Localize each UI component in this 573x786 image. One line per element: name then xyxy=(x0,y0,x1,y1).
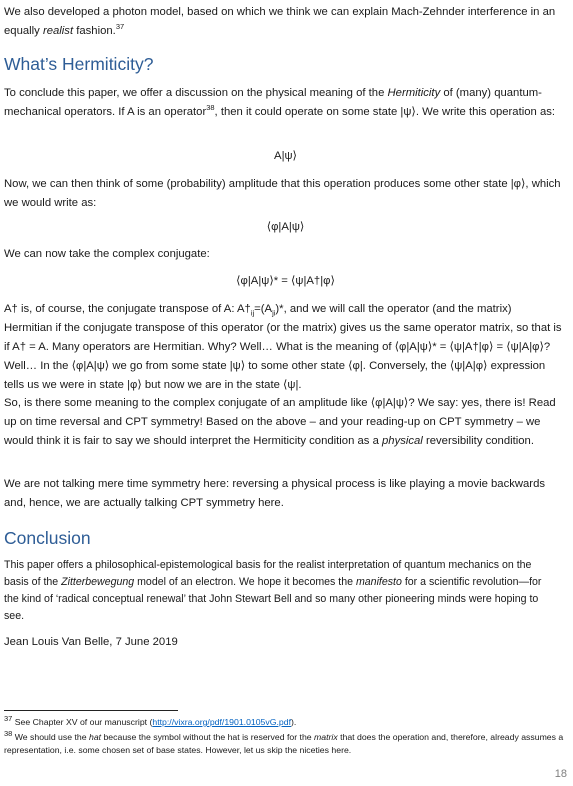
text-run: of (many) quantum-mechanical operators. If A is an operator xyxy=(4,87,542,118)
footnote-separator xyxy=(4,710,178,711)
text-run: =(A xyxy=(254,303,273,315)
text-run: )*, and we will call the operator (and the matrix) Hermitian if the conjugate transpose of this operator (or the matrix) gives us the same operator matrix, so that is if A† = A. Many operators are Hermitian. Why? Well… What is the meaning of ⟨φ|A|ψ⟩* = ⟨ψ|A†|φ⟩ = ⟨ψ|A|φ⟩? Well… In the ⟨φ|A|ψ⟩ we go from some state |ψ⟩ to some other state ⟨φ|. Conversely, the ⟨ψ|A|φ⟩ expression tells us we were in state |φ⟩ but now we are in the state ⟨ψ|. xyxy=(4,303,562,391)
page-number: 18 xyxy=(554,768,567,780)
hermiticity-paragraph-6: We are not talking mere time symmetry here: reversing a physical process is like playing a movie backwards and, hence, we are actually talking CPT symmetry here. xyxy=(4,478,545,509)
text-run: We should use the xyxy=(12,732,89,742)
section-heading-conclusion: Conclusion xyxy=(4,528,91,548)
text-run: So, is there some meaning to the complex conjugate of an amplitude like ⟨φ|A|ψ⟩? We say: yes, there is! Read up on time reversal and CPT symmetry! Based on the above – and your reading-up on CPT symmetry – we would think it is fair to say we should interpret the Hermiticity condition as a xyxy=(4,397,556,447)
subscript: ji xyxy=(272,308,276,318)
text-run: reversibility condition. xyxy=(422,435,534,447)
section-heading-hermiticity: What’s Hermiticity? xyxy=(4,54,154,74)
intro-text-end: fashion. xyxy=(73,25,116,37)
text-run: This paper offers a philosophical-epistemological basis for the realist interpretation of quantum mechanics on the basis of the xyxy=(4,559,532,588)
manifesto-emphasis: manifesto xyxy=(355,576,402,588)
text-run: See Chapter XV of our manuscript ( xyxy=(12,717,153,727)
text-run: A† is, of course, the conjugate transpose of A: A† xyxy=(4,303,251,315)
matrix-emphasis: matrix xyxy=(314,732,338,742)
intro-realist-emphasis: realist xyxy=(42,25,74,37)
footnote-ref-37[interactable]: 37 xyxy=(115,22,125,32)
physical-emphasis: physical xyxy=(382,435,423,447)
manuscript-link[interactable]: http://vixra.org/pdf/1901.0105vG.pdf xyxy=(152,717,291,727)
footnote-ref-38[interactable]: 38 xyxy=(206,103,215,113)
hermiticity-paragraph-4 xyxy=(4,300,562,395)
zitterbewegung-emphasis: Zitterbewegung xyxy=(61,576,135,588)
text-run: model of an electron. We hope it becomes the xyxy=(134,576,356,588)
author-signature: Jean Louis Van Belle, 7 June 2019 xyxy=(4,636,178,648)
footnote-number: 38 xyxy=(4,729,13,739)
text-run: because the symbol without the hat is reserved for the xyxy=(101,732,315,742)
text-run: To conclude this paper, we offer a discussion on the physical meaning of the xyxy=(4,87,388,99)
hermiticity-paragraph-3: We can now take the complex conjugate: xyxy=(4,248,210,260)
intro-paragraph xyxy=(4,3,559,41)
text-run: for a scientific revolution—for the kind of ‘radical conceptual renewal’ that John Stewart Bell and so many other pioneering minds were hoping to see. xyxy=(4,576,542,622)
hermiticity-paragraph-5 xyxy=(4,394,562,451)
text-run: , then it could operate on some state |ψ⟩. We write this operation as: xyxy=(214,106,556,118)
text-run: that does the operation and, therefore, already assumes a representation, i.e. some chosen set of base states. However, let us skip the niceties here. xyxy=(4,732,564,755)
footnote-37 xyxy=(4,716,564,729)
equation-amplitude: ⟨φ|A|ψ⟩ xyxy=(266,221,305,233)
conclusion-paragraph xyxy=(4,557,549,625)
hermiticity-emphasis: Hermiticity xyxy=(387,87,441,99)
footnote-number: 37 xyxy=(4,714,13,724)
footnote-38 xyxy=(4,731,564,757)
text-run: ). xyxy=(290,717,297,727)
hat-emphasis: hat xyxy=(88,732,102,742)
hermiticity-paragraph-1 xyxy=(4,84,562,122)
subscript: ij xyxy=(250,308,255,318)
hermiticity-paragraph-2: Now, we can then think of some (probability) amplitude that this operation produces some other state |φ⟩, which we would write as: xyxy=(4,178,561,209)
equation-complex-conjugate: ⟨φ|A|ψ⟩* = ⟨ψ|A†|φ⟩ xyxy=(236,275,335,287)
equation-operator-state: A|ψ⟩ xyxy=(274,150,297,162)
intro-text: We also developed a photon model, based on which we think we can explain Mach-Zehnder interference in an equally xyxy=(4,6,556,37)
